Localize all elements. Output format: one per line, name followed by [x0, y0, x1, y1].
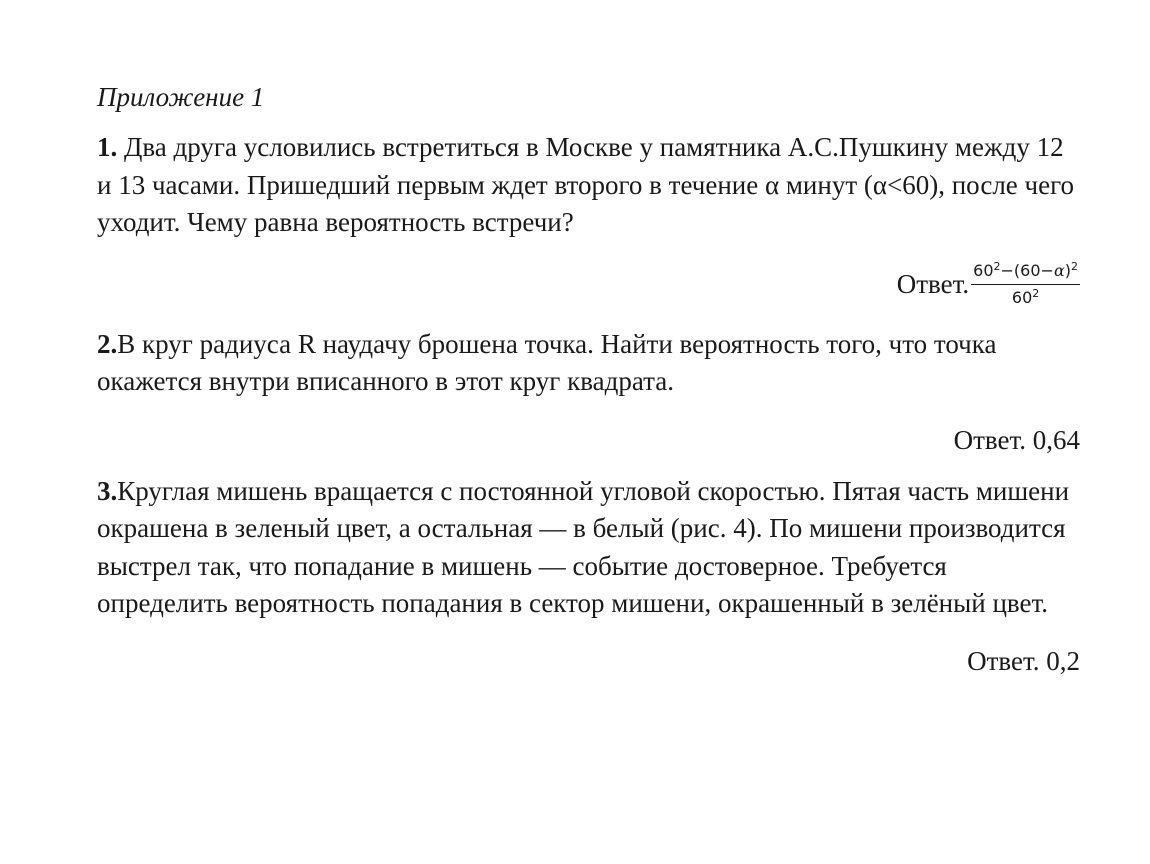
problem-2 [97, 326, 1080, 401]
problem-3-number: 3. [97, 475, 118, 506]
formula-num-exp-1: 2 [993, 260, 1001, 273]
problem-1-answer-formula [971, 261, 1080, 308]
formula-numerator [971, 261, 1080, 285]
document-page [97, 78, 1080, 680]
formula-den-exp: 2 [1032, 287, 1040, 300]
formula-num-close: ) [1064, 261, 1071, 280]
formula-den-base: 60 [1011, 288, 1033, 307]
formula-num-base-1: 60 [973, 261, 994, 280]
formula-num-alpha: α [1053, 261, 1065, 280]
problem-3-answer: Ответ. 0,2 [967, 645, 1080, 676]
problem-1-answer-label: Ответ. [896, 269, 970, 299]
problem-1-text: Два друга условились встретиться в Москве у памятника А.С.Пушкину между 12 и 13 часами. Пришедший первым ждет второго в течение α минут (α<60), после чего уходит. Чему равна вероятность встречи? [97, 132, 1075, 237]
problem-1 [97, 129, 1080, 242]
problem-2-number: 2. [97, 328, 118, 359]
formula-denominator [1012, 285, 1039, 308]
formula-num-exp-2: 2 [1071, 260, 1078, 273]
problem-1-answer [97, 252, 1080, 318]
formula-num-minus: −(60− [1000, 261, 1054, 280]
problem-3-text: Круглая мишень вращается с постоянной угловой скоростью. Пятая часть мишени окрашена в зеленый цвет, а остальная — в белый (рис. 4). По мишени производится выстрел так, что попадание в мишень — событие достоверное. Требуется определить вероятность попадания в сектор мишени, окрашенный в зелёный цвет. [97, 475, 1070, 618]
appendix-title: Приложение 1 [97, 82, 265, 112]
problem-2-answer: Ответ. 0,64 [953, 424, 1080, 455]
problem-3 [97, 473, 1080, 623]
problem-2-text: В круг радиуса R наудачу брошена точка. Найти вероятность того, что точка окажется внутри вписанного в этот круг квадрата. [97, 328, 997, 396]
problem-1-number: 1. [97, 132, 118, 162]
